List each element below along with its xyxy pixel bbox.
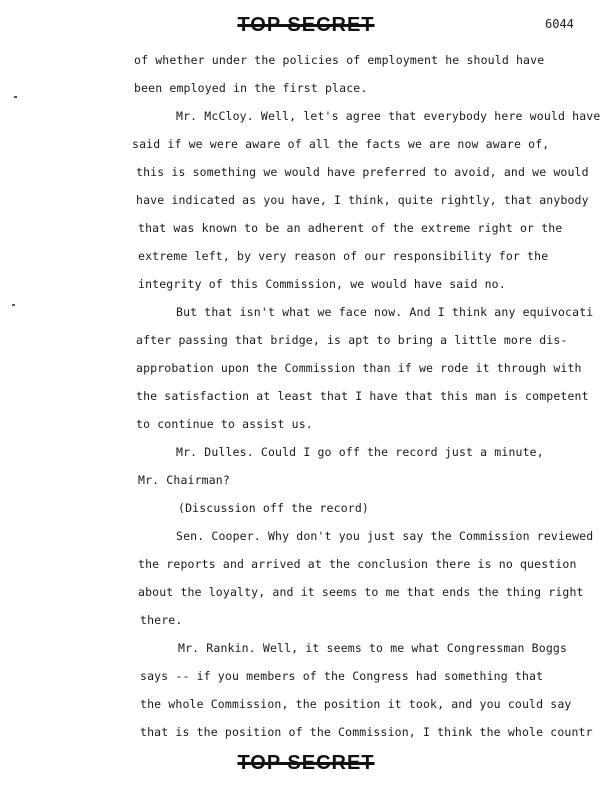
transcript-line: have indicated as you have, I think, quite rightly, that anybody <box>136 193 589 207</box>
transcript-line: to continue to assist us. <box>136 417 313 431</box>
transcript-line: But that isn't what we face now. And I think any equivocati <box>176 305 594 319</box>
transcript-line: this is something we would have preferred to avoid, and we would <box>136 165 589 179</box>
transcript-line: the whole Commission, the position it took, and you could say <box>140 697 572 711</box>
bottom-classification-stamp: TOP SECRET <box>237 752 375 774</box>
transcript-line: integrity of this Commission, we would have said no. <box>138 277 506 291</box>
transcript-line: Mr. Dulles. Could I go off the record just a minute, <box>176 445 544 459</box>
transcript-line: approbation upon the Commission than if we rode it through with <box>136 361 582 375</box>
top-classification-stamp: TOP SECRET <box>237 14 375 36</box>
transcript-line: been employed in the first place. <box>134 81 368 95</box>
transcript-line: Mr. Rankin. Well, it seems to me what Congressman Boggs <box>178 641 568 655</box>
transcript-line: about the loyalty, and it seems to me that ends the thing right <box>138 585 584 599</box>
transcript-line: the satisfaction at least that I have that this man is competent <box>136 389 589 403</box>
transcript-line: said if we were aware of all the facts we are now aware of, <box>132 137 550 151</box>
transcript-line: Mr. Chairman? <box>138 473 230 487</box>
margin-mark <box>14 96 17 98</box>
transcript-line: that was known to be an adherent of the extreme right or the <box>138 221 563 235</box>
transcript-line: extreme left, by very reason of our responsibility for the <box>138 249 549 263</box>
transcript-line: that is the position of the Commission, I think the whole countr <box>140 725 593 739</box>
transcript-line: (Discussion off the record) <box>178 501 369 515</box>
transcript-line: after passing that bridge, is apt to bring a little more dis- <box>136 333 568 347</box>
page-number: 6044 <box>545 17 574 31</box>
transcript-line: Sen. Cooper. Why don't you just say the Commission reviewed <box>176 529 594 543</box>
transcript-line: Mr. McCloy. Well, let's agree that everybody here would have <box>176 109 601 123</box>
transcript-line: there. <box>140 613 183 627</box>
transcript-line: the reports and arrived at the conclusion there is no question <box>138 557 577 571</box>
transcript-line: says -- if you members of the Congress had something that <box>140 669 544 683</box>
transcript-line: of whether under the policies of employment he should have <box>134 53 545 67</box>
margin-mark <box>12 304 15 306</box>
